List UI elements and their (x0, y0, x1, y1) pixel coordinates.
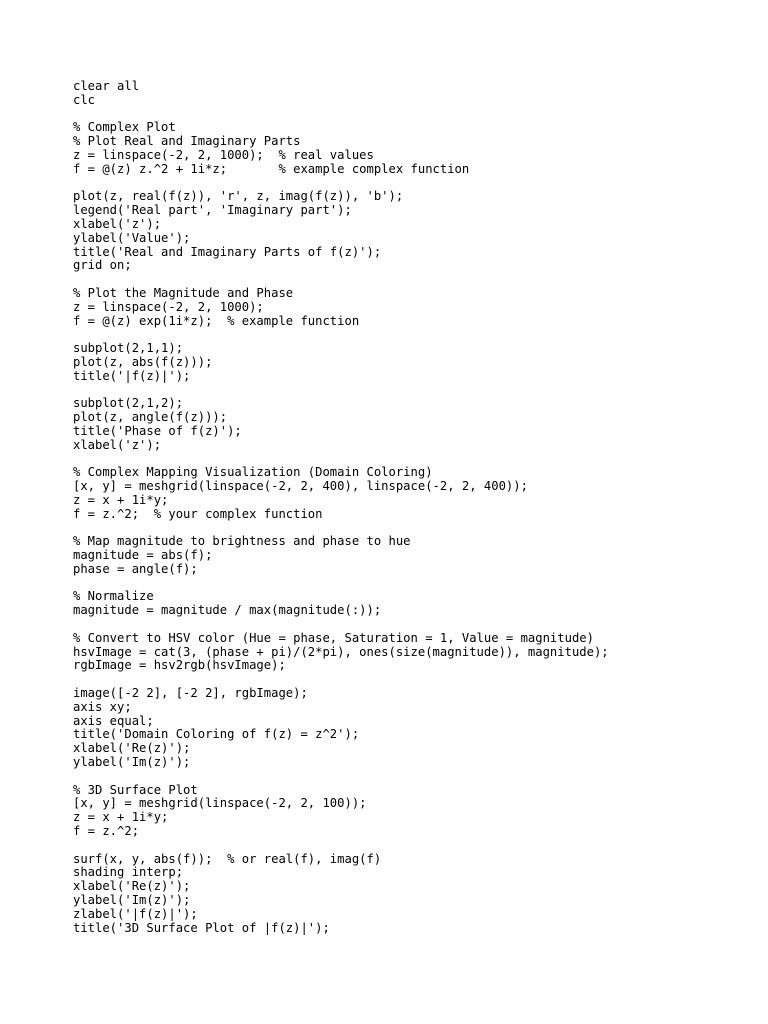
code-line: xlabel('Re(z)'); (73, 741, 191, 756)
code-line: % Map magnitude to brightness and phase to hue (73, 534, 411, 549)
code-line: hsvImage = cat(3, (phase + pi)/(2*pi), ones(size(magnitude)), magnitude); (73, 644, 609, 659)
code-line: title('Domain Coloring of f(z) = z^2'); (73, 727, 360, 742)
code-line: xlabel('z'); (73, 216, 162, 231)
code-line: zlabel('|f(z)|'); (73, 906, 198, 921)
code-line: magnitude = abs(f); (73, 548, 213, 563)
code-line: xlabel('z'); (73, 437, 162, 452)
code-line: z = x + 1i*y; (73, 492, 169, 507)
code-line: f = z.^2; % your complex function (73, 506, 323, 521)
code-listing (73, 80, 609, 935)
code-line: % Plot the Magnitude and Phase (73, 285, 294, 300)
code-line: plot(z, real(f(z)), 'r', z, imag(f(z)), 'b'); (73, 189, 404, 204)
code-line: title('Phase of f(z)'); (73, 423, 242, 438)
code-line: title('3D Surface Plot of |f(z)|'); (73, 920, 330, 935)
code-line: plot(z, abs(f(z))); (73, 354, 213, 369)
code-line: z = linspace(-2, 2, 1000); % real values (73, 147, 374, 162)
code-line (73, 577, 609, 591)
code-line: image([-2 2], [-2 2], rgbImage); (73, 686, 308, 701)
code-line: legend('Real part', 'Imaginary part'); (73, 203, 352, 218)
code-line: f = @(z) exp(1i*z); % example function (73, 313, 360, 328)
code-line (73, 273, 609, 287)
code-line: magnitude = magnitude / max(magnitude(:)); (73, 603, 382, 618)
code-line (73, 839, 609, 853)
code-line: rgbImage = hsv2rgb(hsvImage); (73, 658, 286, 673)
code-line: [x, y] = meshgrid(linspace(-2, 2, 100)); (73, 796, 367, 811)
code-line: clc (73, 92, 96, 107)
code-line: ylabel('Im(z)'); (73, 755, 191, 770)
code-line: f = @(z) z.^2 + 1i*z; % example complex function (73, 161, 470, 176)
code-line: ylabel('Im(z)'); (73, 893, 191, 908)
code-line: axis xy; (73, 699, 132, 714)
code-line (73, 177, 609, 191)
code-line (73, 618, 609, 632)
code-line: ylabel('Value'); (73, 230, 191, 245)
code-line (73, 328, 609, 342)
code-line: surf(x, y, abs(f)); % or real(f), imag(f) (73, 851, 382, 866)
code-line: subplot(2,1,2); (73, 396, 184, 411)
code-line: % Normalize (73, 589, 154, 604)
code-line: xlabel('Re(z)'); (73, 879, 191, 894)
code-line: title('Real and Imaginary Parts of f(z)'); (73, 244, 382, 259)
code-line (73, 453, 609, 467)
code-line: phase = angle(f); (73, 561, 198, 576)
code-line: % 3D Surface Plot (73, 782, 198, 797)
code-line: shading interp; (73, 865, 184, 880)
code-line (73, 108, 609, 122)
code-line: title('|f(z)|'); (73, 368, 191, 383)
code-line: z = x + 1i*y; (73, 810, 169, 825)
code-line (73, 522, 609, 536)
code-line: % Complex Plot (73, 120, 176, 135)
code-line: subplot(2,1,1); (73, 341, 184, 356)
code-line: plot(z, angle(f(z))); (73, 410, 228, 425)
code-line: z = linspace(-2, 2, 1000); (73, 299, 264, 314)
code-line: % Convert to HSV color (Hue = phase, Saturation = 1, Value = magnitude) (73, 630, 594, 645)
code-line (73, 673, 609, 687)
code-line (73, 384, 609, 398)
code-line: % Plot Real and Imaginary Parts (73, 134, 301, 149)
code-line (73, 770, 609, 784)
code-line: axis equal; (73, 713, 154, 728)
code-line: clear all (73, 79, 140, 93)
code-line: [x, y] = meshgrid(linspace(-2, 2, 400), linspace(-2, 2, 400)); (73, 479, 528, 494)
code-line: % Complex Mapping Visualization (Domain Coloring) (73, 465, 433, 480)
code-line: f = z.^2; (73, 824, 140, 839)
code-line: grid on; (73, 258, 132, 273)
